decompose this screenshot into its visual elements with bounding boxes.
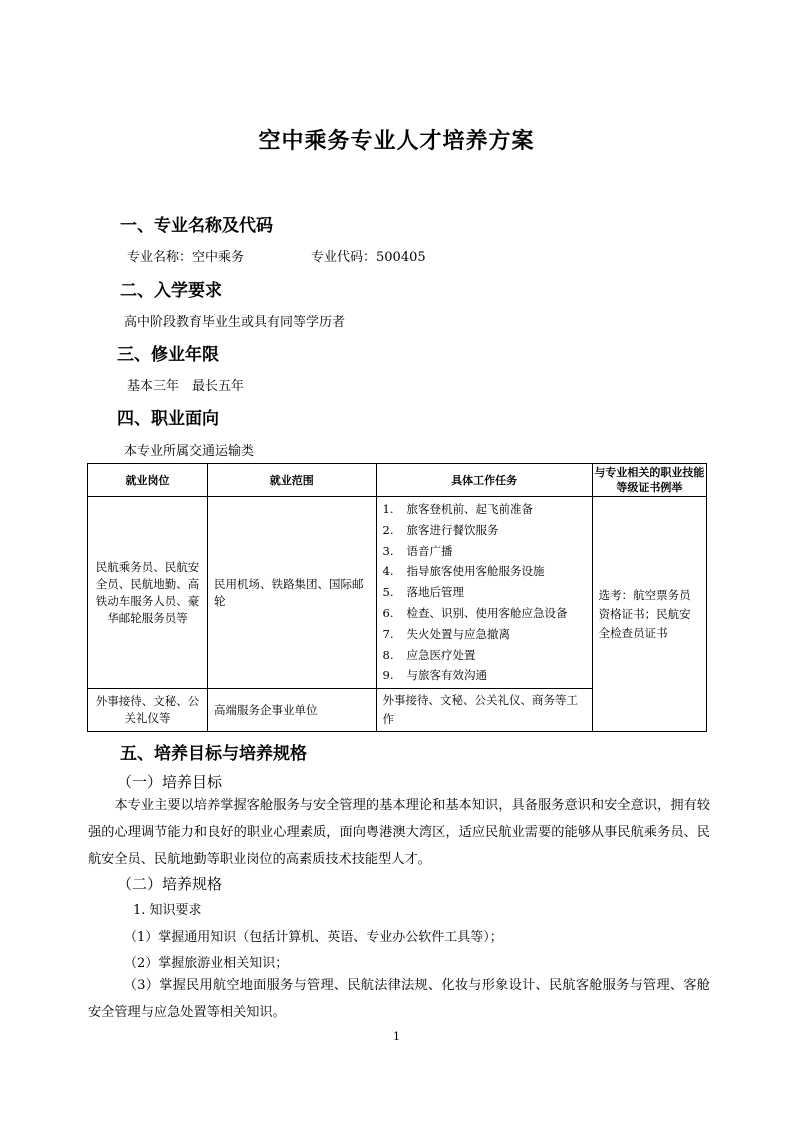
section-heading-admission: 二、入学要求 xyxy=(120,281,222,301)
section-heading-name-code: 一、专业名称及代码 xyxy=(120,216,273,236)
list-item: 6. 检查、识别、使用客舱应急设备 xyxy=(382,605,568,620)
table-header: 具体工作任务 xyxy=(376,464,592,497)
knowledge-title: 1. 知识要求 xyxy=(133,903,202,918)
list-item: 7. 失火处置与应急撤离 xyxy=(382,626,510,641)
section-heading-goals: 五、培养目标与培养规格 xyxy=(120,744,307,764)
knowledge-item: （1）掌握通用知识（包括计算机、英语、专业办公软件工具等）； xyxy=(124,930,503,945)
knowledge-item: （2）掌握旅游业相关知识； xyxy=(124,956,289,971)
admission-text: 高中阶段教育毕业生或具有同等学历者 xyxy=(124,315,346,330)
table-header: 就业岗位 xyxy=(88,464,208,497)
duration-text: 基本三年 最长五年 xyxy=(127,379,245,394)
list-item: 2. 旅客进行餐饮服务 xyxy=(382,522,499,537)
career-intro: 本专业所属交通运输类 xyxy=(124,444,255,459)
major-code: 专业代码：500405 xyxy=(311,250,426,265)
career-table xyxy=(87,463,707,732)
section-heading-career: 四、职业面向 xyxy=(117,409,219,429)
scope-cell: 高端服务企事业单位 xyxy=(208,689,376,732)
tasks-cell: 外事接待、文秘、公关礼仪、商务等工作 xyxy=(376,689,592,732)
section-heading-duration: 三、修业年限 xyxy=(117,345,219,365)
subsection-heading-goal: （一）培养目标 xyxy=(117,773,223,791)
scope-cell: 民用机场、铁路集团、国际邮轮 xyxy=(208,497,376,689)
position-cell: 民航乘务员、民航安全员、民航地勤、高铁动车服务人员、豪华邮轮服务员等 xyxy=(88,497,208,689)
table-header: 就业范围 xyxy=(208,464,376,497)
list-item: 1. 旅客登机前、起飞前准备 xyxy=(382,502,533,516)
list-item: 4. 指导旅客使用客舱服务设施 xyxy=(382,564,545,579)
task-list xyxy=(377,499,592,686)
position-cell: 外事接待、文秘、公关礼仪等 xyxy=(88,689,208,732)
document-title: 空中乘务专业人才培养方案 xyxy=(258,129,535,154)
list-item: 3. 语音广播 xyxy=(382,543,453,558)
certificate-cell: 选考：航空票务员资格证书；民航安全检查员证书 xyxy=(592,497,706,732)
list-item: 9. 与旅客有效沟通 xyxy=(382,668,487,683)
table-header: 与专业相关的职业技能等级证书例举 xyxy=(592,464,706,497)
knowledge-item: （3）掌握民用航空地面服务与管理、民航法律法规、化妆与形象设计、民航客舱服务与管理、客舱安全管理与应急处置等相关知识。 xyxy=(88,978,710,1020)
list-item: 5. 落地后管理 xyxy=(382,585,464,600)
table-header-row xyxy=(88,464,707,497)
major-name: 专业名称：空中乘务 xyxy=(127,250,245,265)
table-row xyxy=(88,497,707,689)
list-item: 8. 应急医疗处置 xyxy=(382,647,476,662)
page-number: 1 xyxy=(393,1030,400,1043)
tasks-cell xyxy=(376,497,592,689)
subsection-heading-spec: （二）培养规格 xyxy=(117,875,223,893)
goal-paragraph: 本专业主要以培养掌握客舱服务与安全管理的基本理论和基本知识，具备服务意识和安全意识，拥有较强的心理调节能力和良好的职业心理素质，面向粤港澳大湾区，适应民航业需要的能够从事民航乘务员、民航安全员、民航地勤等职业岗位的高素质技术技能型人才。 xyxy=(88,798,710,867)
